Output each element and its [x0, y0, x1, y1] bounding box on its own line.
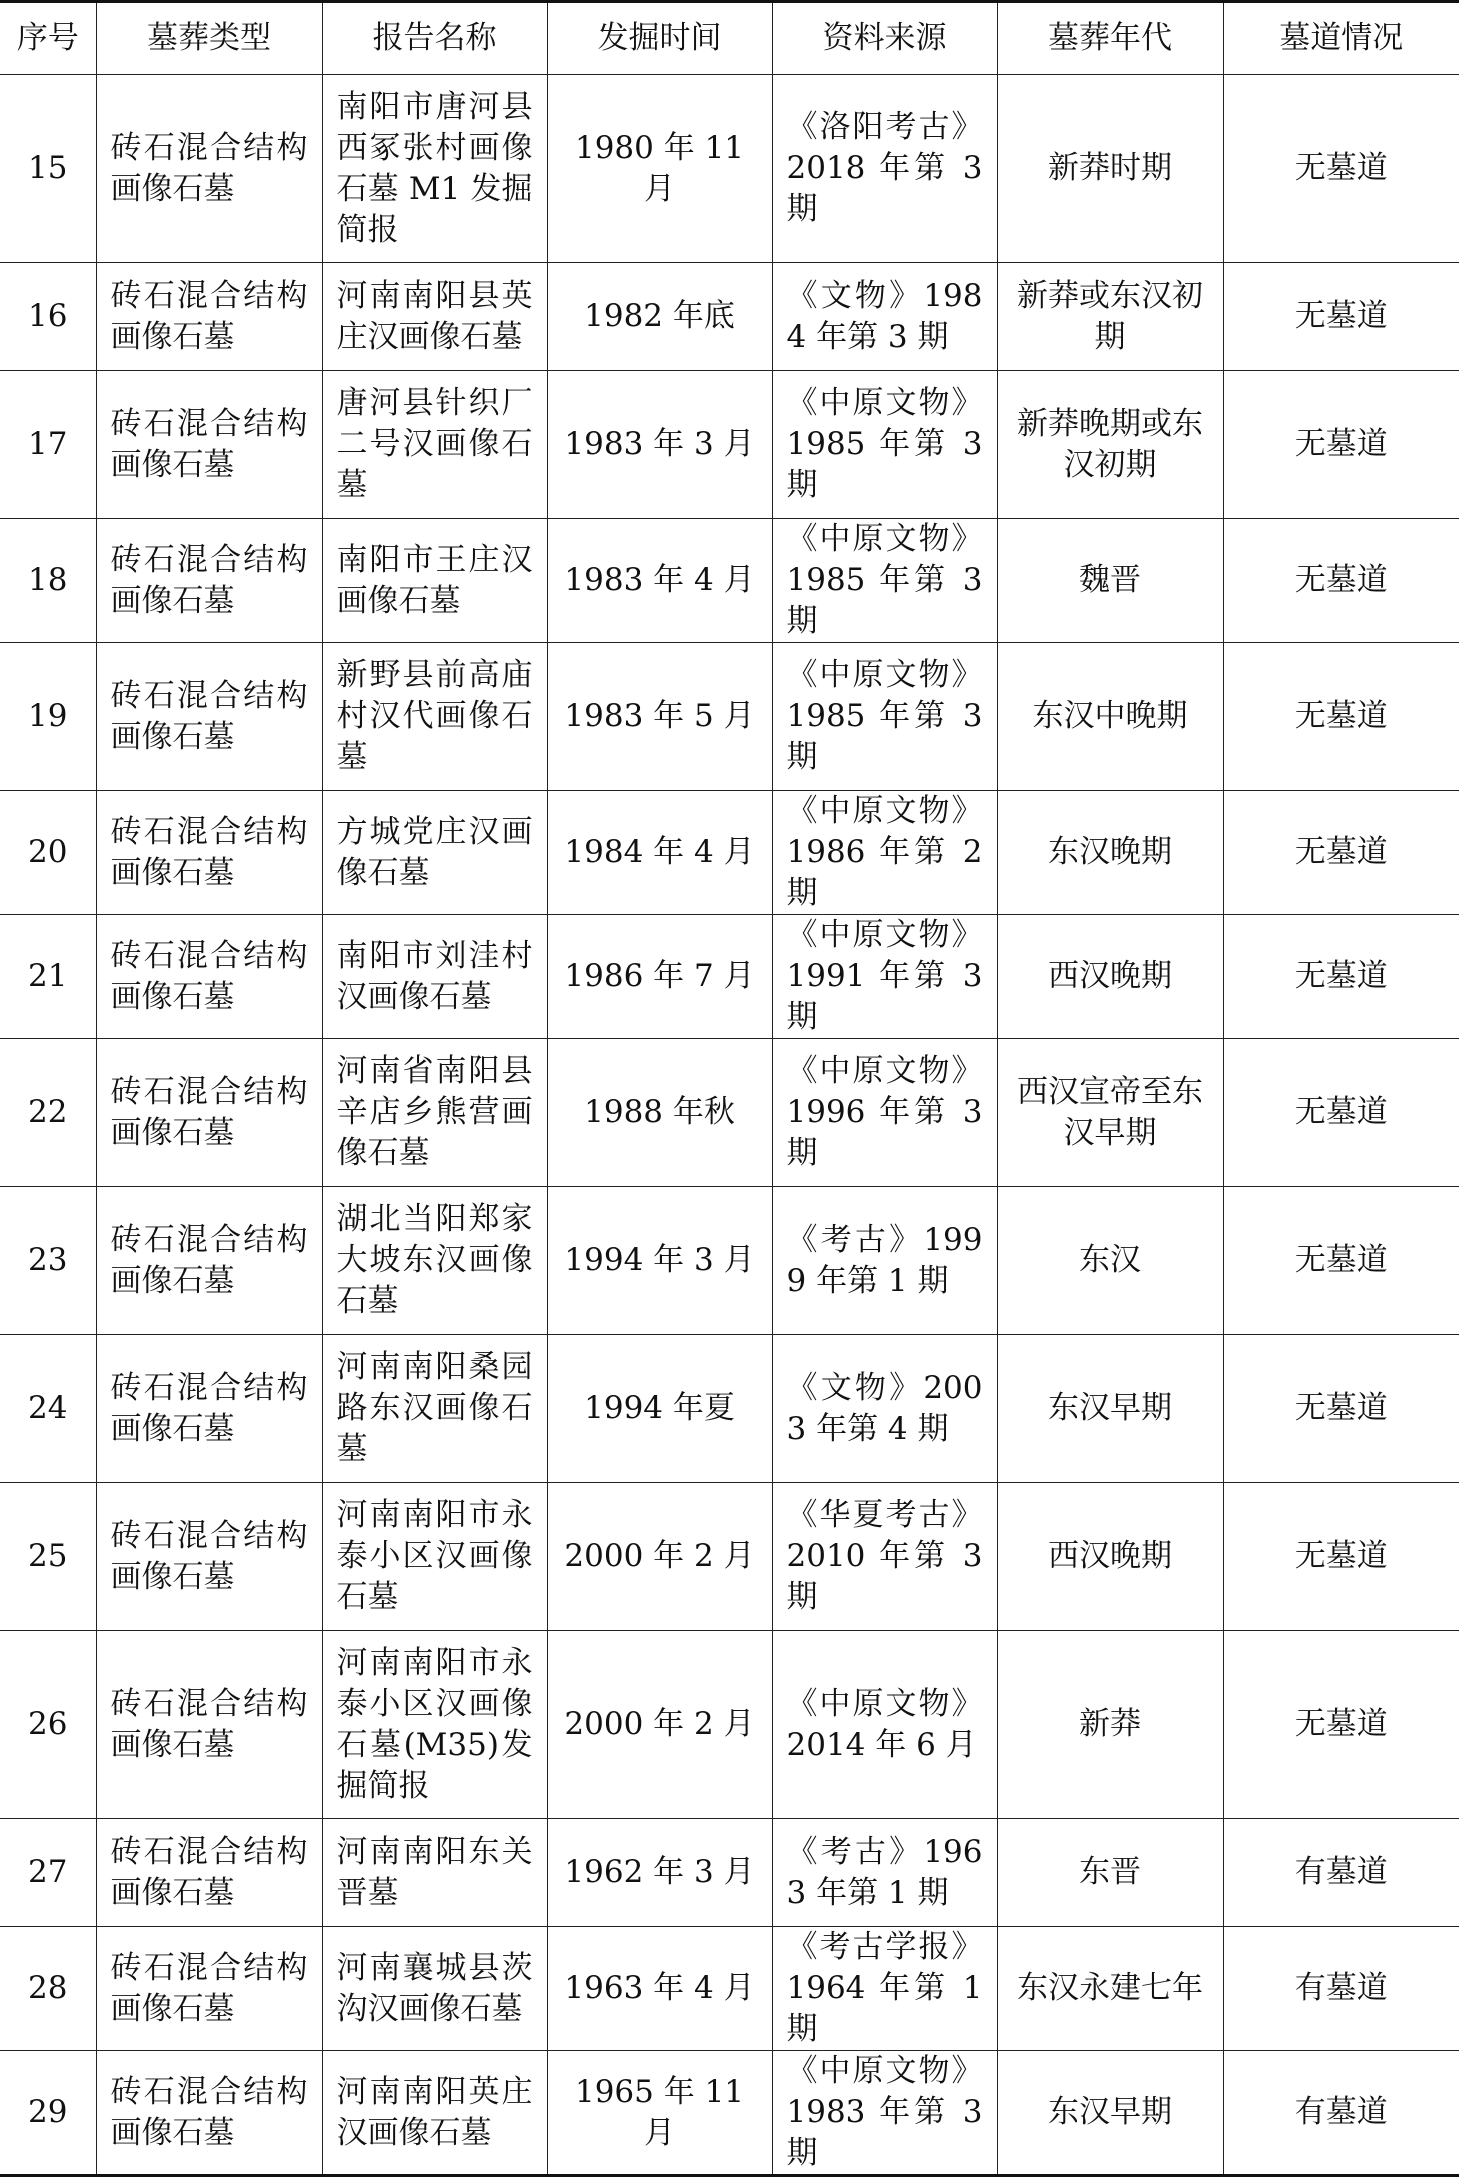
cell-type: 砖石混合结构画像石墓	[96, 915, 322, 1039]
table-row	[0, 263, 1459, 371]
cell-report: 河南南阳英庄汉画像石墓	[322, 2051, 547, 2176]
table-row	[0, 371, 1459, 519]
cell-no: 23	[0, 1187, 96, 1335]
cell-era: 西汉晚期	[997, 1483, 1223, 1631]
cell-no: 17	[0, 371, 96, 519]
table-body	[0, 75, 1459, 2176]
cell-type: 砖石混合结构画像石墓	[96, 1927, 322, 2051]
cell-no: 25	[0, 1483, 96, 1631]
cell-source: 《考古学报》1964 年第 1 期	[772, 1927, 997, 2051]
table-row	[0, 1631, 1459, 1819]
table-row	[0, 519, 1459, 643]
cell-time: 1984 年 4 月	[547, 791, 772, 915]
cell-report: 河南南阳市永泰小区汉画像石墓	[322, 1483, 547, 1631]
cell-era: 东汉	[997, 1187, 1223, 1335]
cell-report: 河南南阳桑园路东汉画像石墓	[322, 1335, 547, 1483]
table-row	[0, 2051, 1459, 2176]
cell-report: 南阳市唐河县西冢张村画像石墓 M1 发掘简报	[322, 75, 547, 263]
cell-type: 砖石混合结构画像石墓	[96, 1819, 322, 1927]
cell-era: 东汉早期	[997, 1335, 1223, 1483]
cell-report: 南阳市王庄汉画像石墓	[322, 519, 547, 643]
cell-passage: 无墓道	[1223, 1483, 1459, 1631]
cell-time: 1986 年 7 月	[547, 915, 772, 1039]
cell-no: 29	[0, 2051, 96, 2176]
cell-type: 砖石混合结构画像石墓	[96, 519, 322, 643]
cell-type: 砖石混合结构画像石墓	[96, 371, 322, 519]
cell-era: 西汉宣帝至东汉早期	[997, 1039, 1223, 1187]
table-row	[0, 1483, 1459, 1631]
cell-time: 2000 年 2 月	[547, 1631, 772, 1819]
cell-source: 《中原文物》1986 年第 2 期	[772, 791, 997, 915]
cell-time: 1962 年 3 月	[547, 1819, 772, 1927]
header-cell: 发掘时间	[547, 2, 772, 75]
cell-type: 砖石混合结构画像石墓	[96, 791, 322, 915]
cell-passage: 无墓道	[1223, 915, 1459, 1039]
cell-era: 东汉晚期	[997, 791, 1223, 915]
cell-passage: 有墓道	[1223, 2051, 1459, 2176]
table-row	[0, 75, 1459, 263]
cell-no: 18	[0, 519, 96, 643]
header-cell: 墓道情况	[1223, 2, 1459, 75]
cell-no: 21	[0, 915, 96, 1039]
table-row	[0, 1819, 1459, 1927]
cell-type: 砖石混合结构画像石墓	[96, 263, 322, 371]
cell-passage: 无墓道	[1223, 75, 1459, 263]
cell-type: 砖石混合结构画像石墓	[96, 1335, 322, 1483]
header-cell: 序号	[0, 2, 96, 75]
cell-no: 28	[0, 1927, 96, 2051]
cell-passage: 无墓道	[1223, 643, 1459, 791]
cell-type: 砖石混合结构画像石墓	[96, 2051, 322, 2176]
cell-report: 河南襄城县茨沟汉画像石墓	[322, 1927, 547, 2051]
cell-time: 1983 年 4 月	[547, 519, 772, 643]
cell-source: 《洛阳考古》2018 年第 3 期	[772, 75, 997, 263]
cell-passage: 无墓道	[1223, 1039, 1459, 1187]
cell-era: 新莽或东汉初期	[997, 263, 1223, 371]
cell-passage: 无墓道	[1223, 371, 1459, 519]
cell-no: 24	[0, 1335, 96, 1483]
cell-no: 26	[0, 1631, 96, 1819]
cell-type: 砖石混合结构画像石墓	[96, 1631, 322, 1819]
cell-era: 新莽晚期或东汉初期	[997, 371, 1223, 519]
cell-type: 砖石混合结构画像石墓	[96, 1483, 322, 1631]
cell-passage: 有墓道	[1223, 1927, 1459, 2051]
cell-type: 砖石混合结构画像石墓	[96, 1039, 322, 1187]
cell-no: 16	[0, 263, 96, 371]
table-row	[0, 1335, 1459, 1483]
cell-source: 《中原文物》2014 年 6 月	[772, 1631, 997, 1819]
cell-report: 湖北当阳郑家大坡东汉画像石墓	[322, 1187, 547, 1335]
cell-type: 砖石混合结构画像石墓	[96, 1187, 322, 1335]
cell-time: 1988 年秋	[547, 1039, 772, 1187]
header-cell: 墓葬类型	[96, 2, 322, 75]
cell-source: 《文物》2003 年第 4 期	[772, 1335, 997, 1483]
cell-passage: 无墓道	[1223, 1187, 1459, 1335]
table-row	[0, 915, 1459, 1039]
cell-passage: 无墓道	[1223, 263, 1459, 371]
cell-era: 东汉中晚期	[997, 643, 1223, 791]
cell-source: 《中原文物》1996 年第 3 期	[772, 1039, 997, 1187]
cell-no: 20	[0, 791, 96, 915]
cell-source: 《考古》1963 年第 1 期	[772, 1819, 997, 1927]
cell-time: 1994 年 3 月	[547, 1187, 772, 1335]
table-row	[0, 1927, 1459, 2051]
cell-passage: 无墓道	[1223, 1631, 1459, 1819]
cell-type: 砖石混合结构画像石墓	[96, 643, 322, 791]
cell-source: 《中原文物》1991 年第 3 期	[772, 915, 997, 1039]
cell-passage: 无墓道	[1223, 519, 1459, 643]
cell-era: 东晋	[997, 1819, 1223, 1927]
cell-passage: 无墓道	[1223, 1335, 1459, 1483]
cell-no: 19	[0, 643, 96, 791]
cell-passage: 有墓道	[1223, 1819, 1459, 1927]
cell-report: 新野县前高庙村汉代画像石墓	[322, 643, 547, 791]
cell-source: 《考古》1999 年第 1 期	[772, 1187, 997, 1335]
cell-era: 东汉永建七年	[997, 1927, 1223, 2051]
cell-no: 22	[0, 1039, 96, 1187]
cell-time: 2000 年 2 月	[547, 1483, 772, 1631]
cell-report: 河南省南阳县辛店乡熊营画像石墓	[322, 1039, 547, 1187]
header-cell: 报告名称	[322, 2, 547, 75]
cell-time: 1983 年 3 月	[547, 371, 772, 519]
table-header-row	[0, 2, 1459, 75]
cell-source: 《中原文物》1983 年第 3 期	[772, 2051, 997, 2176]
cell-era: 东汉早期	[997, 2051, 1223, 2176]
cell-era: 魏晋	[997, 519, 1223, 643]
cell-source: 《中原文物》1985 年第 3 期	[772, 519, 997, 643]
cell-source: 《中原文物》1985 年第 3 期	[772, 643, 997, 791]
cell-report: 河南南阳东关晋墓	[322, 1819, 547, 1927]
table-row	[0, 791, 1459, 915]
cell-report: 河南南阳市永泰小区汉画像石墓(M35)发掘简报	[322, 1631, 547, 1819]
header-cell: 资料来源	[772, 2, 997, 75]
cell-report: 南阳市刘洼村汉画像石墓	[322, 915, 547, 1039]
cell-no: 15	[0, 75, 96, 263]
cell-source: 《中原文物》1985 年第 3 期	[772, 371, 997, 519]
cell-report: 唐河县针织厂二号汉画像石墓	[322, 371, 547, 519]
cell-era: 新莽时期	[997, 75, 1223, 263]
header-cell: 墓葬年代	[997, 2, 1223, 75]
cell-source: 《华夏考古》2010 年第 3 期	[772, 1483, 997, 1631]
cell-source: 《文物》1984 年第 3 期	[772, 263, 997, 371]
cell-type: 砖石混合结构画像石墓	[96, 75, 322, 263]
table-row	[0, 1039, 1459, 1187]
cell-time: 1983 年 5 月	[547, 643, 772, 791]
cell-time: 1982 年底	[547, 263, 772, 371]
cell-passage: 无墓道	[1223, 791, 1459, 915]
cell-time: 1963 年 4 月	[547, 1927, 772, 2051]
cell-no: 27	[0, 1819, 96, 1927]
table-row	[0, 1187, 1459, 1335]
cell-time: 1965 年 11 月	[547, 2051, 772, 2176]
cell-report: 方城党庄汉画像石墓	[322, 791, 547, 915]
cell-era: 西汉晚期	[997, 915, 1223, 1039]
cell-time: 1980 年 11 月	[547, 75, 772, 263]
cell-report: 河南南阳县英庄汉画像石墓	[322, 263, 547, 371]
cell-time: 1994 年夏	[547, 1335, 772, 1483]
table-row	[0, 643, 1459, 791]
cell-era: 新莽	[997, 1631, 1223, 1819]
